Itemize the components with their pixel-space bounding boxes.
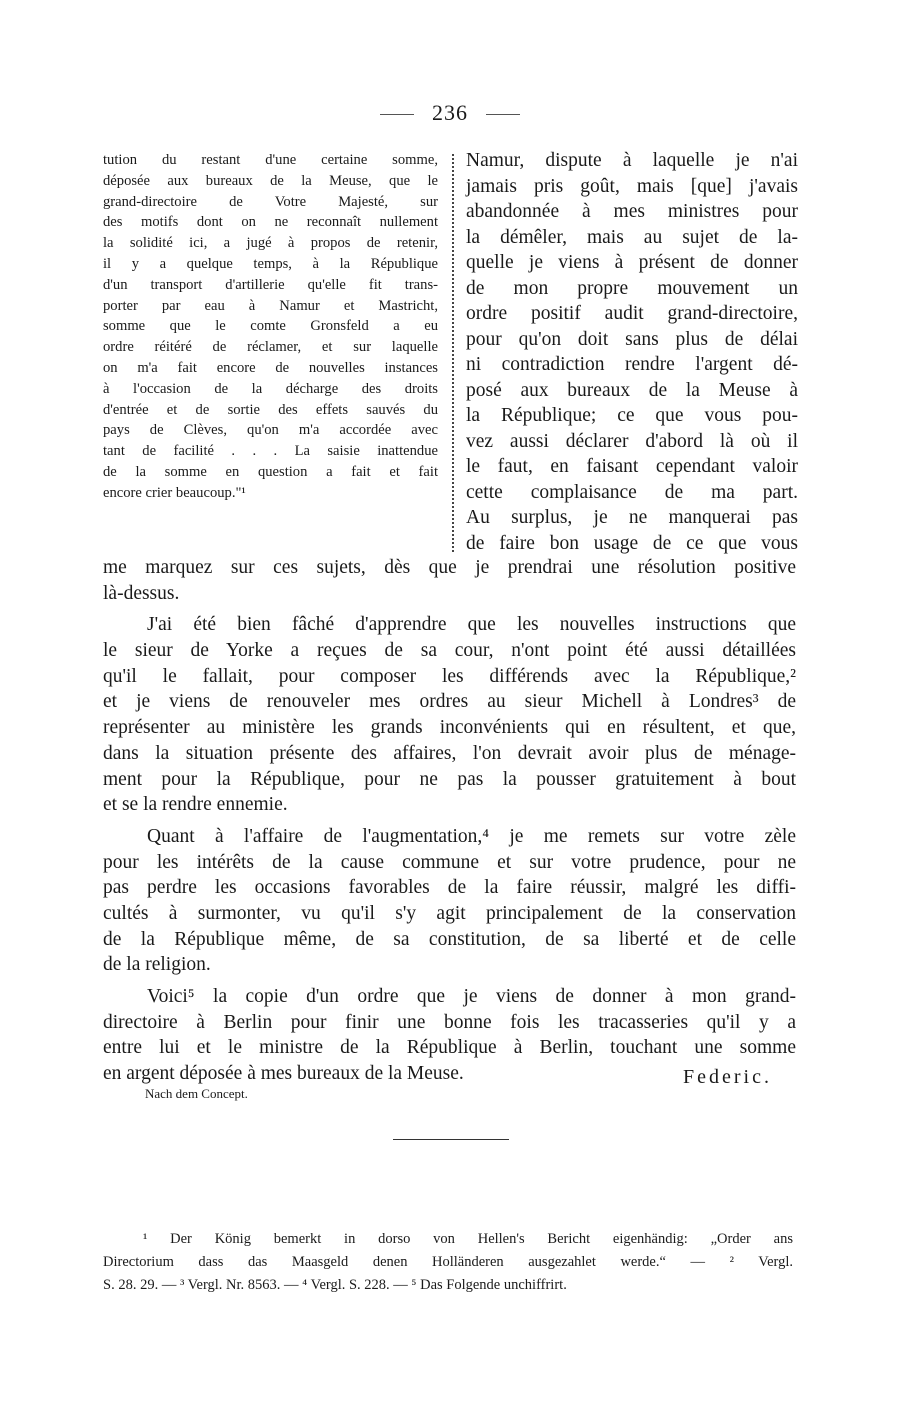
page-number-dash-right: [486, 114, 520, 115]
body-line: qu'il le fallait, pour composer les différends avec la République,²: [103, 665, 796, 687]
signature: Federic.: [683, 1066, 772, 1088]
left-line: déposée aux bureaux de la Meuse, que le: [103, 172, 438, 189]
footnote-separator: [393, 1139, 509, 1140]
right-line: la République; ce que vous pou-: [466, 405, 798, 426]
right-line: cette complaisance de ma part.: [466, 481, 798, 503]
left-line: on m'a fait encore de nouvelles instances: [103, 359, 438, 376]
left-line: tution du restant d'une certaine somme,: [103, 152, 438, 168]
body-line: et je viens de renouveler mes ordres au sieur Michell à Londres³ de: [103, 691, 796, 713]
right-line: Namur, dispute à laquelle je n'ai: [466, 150, 798, 171]
body-line: représenter au ministère les grands inconvénients qui en résultent, et que,: [103, 717, 796, 739]
left-column-quote: [103, 150, 438, 504]
left-line: à l'occasion de la décharge des droits: [103, 380, 438, 397]
right-line: quelle je viens à présent de donner: [466, 252, 798, 273]
left-line: pays de Clèves, qu'on m'a accordée avec: [103, 422, 438, 439]
left-line: somme que le comte Gronsfeld a eu: [103, 318, 438, 335]
body-line: Quant à l'affaire de l'augmentation,⁴ je me remets sur votre zèle: [147, 825, 796, 847]
footnote-line: ¹ Der König bemerkt in dorso von Hellen's Bericht eigenhändig: „Order ans: [143, 1231, 793, 1247]
body-line: cultés à surmonter, vu qu'il s'y agit principalement de la conservation: [103, 902, 796, 924]
left-line: la solidité ici, a jugé à propos de retenir,: [103, 235, 438, 252]
left-line: ordre réitéré de réclamer, et sur laquelle: [103, 339, 438, 356]
body-line: de la République même, de sa constitution, de sa liberté et de celle: [103, 928, 796, 950]
body-line: directoire à Berlin pour finir une bonne fois les tracasseries qu'il y a: [103, 1011, 796, 1033]
footnote-line: S. 28. 29. — ³ Vergl. Nr. 8563. — ⁴ Vergl. S. 228. — ⁵ Das Folgende unchiffrirt.: [103, 1277, 567, 1293]
left-line: de la somme en question a fait et fait: [103, 463, 438, 480]
footnotes: [103, 1228, 793, 1297]
left-line: d'un transport d'artillerie qu'elle fit trans-: [103, 276, 438, 293]
body-line: et se la rendre ennemie.: [103, 794, 288, 816]
body-line: en argent déposée à mes bureaux de la Meuse.: [103, 1063, 464, 1085]
right-line: la démêler, mais au sujet de la-: [466, 226, 798, 248]
paragraph-1: [103, 555, 796, 606]
footnote-line: Directorium dass das Maasgeld denen Holländeren ausgezahlet werde.“ — ² Vergl.: [103, 1254, 793, 1270]
right-line: jamais pris goût, mais [que] j'avais: [466, 175, 798, 197]
source-note: Nach dem Concept.: [145, 1086, 248, 1101]
page-number-dash-left: [380, 114, 414, 115]
left-line: il y a quelque temps, à la République: [103, 255, 438, 272]
right-line: posé aux bureaux de la Meuse à: [466, 379, 798, 401]
body-line: pour les intérêts de la cause commune et sur votre prudence, pour ne: [103, 851, 796, 873]
right-line: de mon propre mouvement un: [466, 277, 798, 299]
left-line: d'entrée et de sortie des effets sauvés du: [103, 401, 438, 418]
body-line: me marquez sur ces sujets, dès que je prendrai une résolution positive: [103, 557, 796, 578]
left-line: grand-directoire de Votre Majesté, sur: [103, 193, 438, 210]
body-line: ment pour la République, pour ne pas la pousser gratuitement à bout: [103, 768, 796, 790]
right-line: Au surplus, je ne manquerai pas: [466, 507, 798, 528]
body-line: le sieur de Yorke a reçues de sa cour, n'ont point été aussi détaillées: [103, 640, 796, 662]
column-divider: [452, 154, 454, 552]
right-line: vez aussi déclarer d'abord là où il: [466, 430, 798, 452]
body-line: J'ai été bien fâché d'apprendre que les nouvelles instructions que: [147, 614, 796, 636]
body-line: là-dessus.: [103, 582, 180, 604]
main-body-text: [103, 555, 796, 1087]
right-line: ordre positif audit grand-directoire,: [466, 303, 798, 324]
page-number: [0, 100, 900, 126]
left-line: des motifs dont on ne reconnaît nullement: [103, 214, 438, 231]
right-line: abandonnée à mes ministres pour: [466, 201, 798, 222]
left-line: porter par eau à Namur et Mastricht,: [103, 297, 438, 314]
right-line: le faut, en faisant cependant valoir: [466, 456, 798, 477]
body-line: Voici⁵ la copie d'un ordre que je viens de donner à mon grand-: [147, 986, 796, 1007]
body-line: entre lui et le ministre de la République à Berlin, touchant une somme: [103, 1037, 796, 1059]
body-line: pas perdre les occasions favorables de la faire réussir, malgré les diffi-: [103, 877, 796, 899]
left-line: tant de facilité . . . La saisie inattendue: [103, 443, 438, 460]
right-line: pour qu'on doit sans plus de délai: [466, 328, 798, 350]
page-number-text: 236: [432, 100, 468, 125]
right-line: ni contradiction rendre l'argent dé-: [466, 354, 798, 375]
letter-closing: [103, 1064, 796, 1108]
left-line: encore crier beaucoup."¹: [103, 484, 246, 501]
right-line: de faire bon usage de ce que vous: [466, 532, 798, 554]
paragraph-2: [103, 612, 796, 818]
body-line: de la religion.: [103, 954, 211, 976]
body-line: dans la situation présente des affaires, l'on devrait avoir plus de ménage-: [103, 742, 796, 764]
right-column-letter: [466, 148, 798, 556]
paragraph-3: [103, 824, 796, 978]
